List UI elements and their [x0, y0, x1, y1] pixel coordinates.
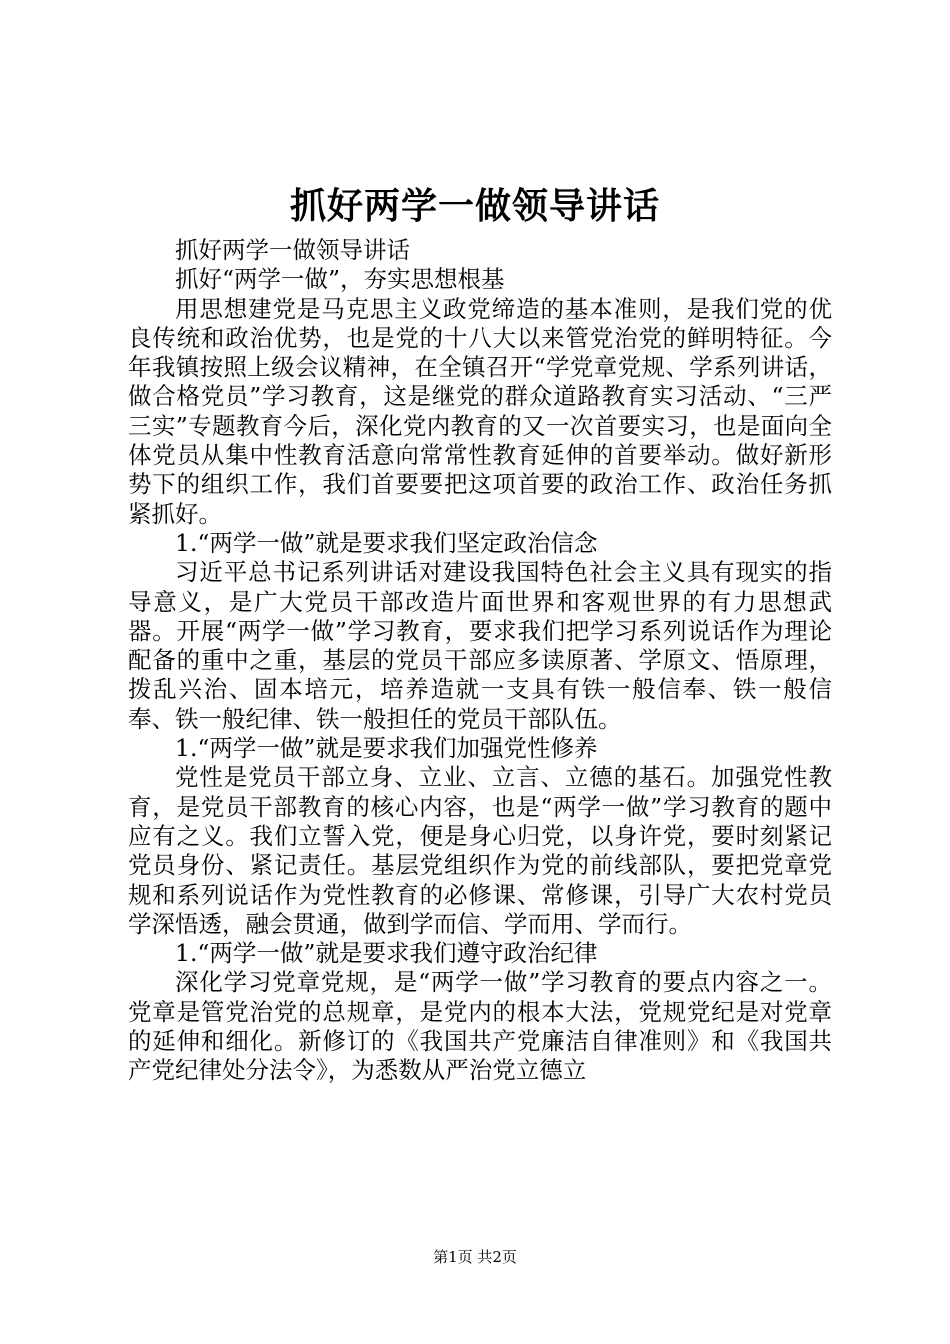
paragraph-intro: 用思想建党是马克思主义政党缔造的基本准则，是我们党的优良传统和政治优势，也是党的十八大以来管党治党的鲜明特征。今年我镇按照上级会议精神，在全镇召开“学党章党规、学系列讲话，做合格党员”学习教育，这是继党的群众道路教育实习活动、“三严三实”专题教育今后，深化党内教育的又一次首要实习，也是面向全体党员从集中性教育活意向常常性教育延伸的首要举动。做好新形势下的组织工作，我们首要要把这项首要的政治工作、政治任务抓紧抓好。 — [128, 294, 832, 528]
section-heading-1: 1.“两学一做”就是要求我们坚定政治信念 — [175, 528, 598, 557]
paragraph-section-2: 党性是党员干部立身、立业、立言、立德的基石。加强党性教育，是党员干部教育的核心内容，也是“两学一做”学习教育的题中应有之义。我们立誓入党，便是身心归党，以身许党，要时刻紧记党员身份、紧记责任。基层党组织作为党的前线部队，要把党章党规和系列说话作为党性教育的必修课、常修课，引导广大农村党员学深悟透，融会贯通，做到学而信、学而用、学而行。 — [128, 763, 832, 938]
paragraph-heading: 抓好两学一做领导讲话 — [175, 236, 410, 264]
document-body — [128, 236, 832, 1086]
section-heading-3: 1.“两学一做”就是要求我们遵守政治纪律 — [175, 939, 598, 968]
paragraph-section-3: 深化学习党章党规，是“两学一做”学习教育的要点内容之一。党章是管党治党的总规章，是党内的根本大法，党规党纪是对党章的延伸和细化。新修订的《我国共产党廉洁自律准则》和《我国共产党纪律处分法令》，为悉数从严治党立德立 — [128, 968, 832, 1085]
document-title: 抓好两学一做领导讲话 — [289, 186, 660, 227]
paragraph-section-1: 习近平总书记系列讲话对建设我国特色社会主义具有现实的指导意义，是广大党员干部改造片面世界和客观世界的有力思想武器。开展“两学一做”学习教育，要求我们把学习系列说话作为理论配备的重中之重，基层的党员干部应多读原著、学原文、悟原理，拨乱兴治、固本培元，培养造就一支具有铁一般信奉、铁一般信奉、铁一般纪律、铁一般担任的党员干部队伍。 — [128, 558, 832, 733]
page-number-footer: 第1页 共2页 — [433, 1248, 517, 1266]
section-heading-2: 1.“两学一做”就是要求我们加强党性修养 — [175, 734, 598, 763]
paragraph-subtitle: 抓好“两学一做”，夯实思想根基 — [175, 265, 505, 294]
